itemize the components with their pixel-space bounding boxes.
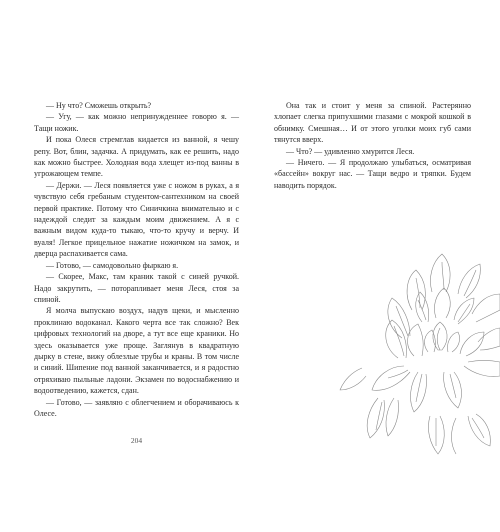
left-page-text [34, 100, 239, 419]
paragraph: — Скорее, Макс, там краник такой с синей ручкой. Надо закрутить, — поторапливает меня Леся, стоя за спиной. [34, 272, 239, 304]
page-number: 204 [130, 436, 143, 445]
paragraph: — Угу, — как можно непринужденнее говорю я. — Тащи ножик. [34, 112, 239, 133]
paragraph: — Готово, — самодовольно фыркаю я. [46, 260, 179, 270]
paragraph: — Готово, — заявляю с облегчением и оборачиваюсь к Олесе. [34, 397, 239, 418]
paragraph: — Ну что? Сможешь открыть? [46, 101, 152, 110]
paragraph: — Держи. — Леся появляется уже с ножом в руках, а я чувствую себя гребаным студентом-сантехником на своей первой практике. Потому что Синичкина внимательно и с надеждой следит за каждым моим движением. А я с важным видом куда-то тыкаю, что-то кручу и верчу. И вуаля! Легкое прицельное нажатие ножичком на замок, и дверца распахивается сама. [34, 180, 239, 259]
dahlia-flower-icon [318, 248, 500, 458]
paragraph: — Ничего. — Я продолжаю улыбаться, осматривая «бассейн» вокруг нас. — Тащи ведро и тряпки. Будем наводить порядок. [274, 158, 471, 190]
paragraph: Она так и стоит у меня за спиной. Растерянно хлопает слегка припухшими глазами с мокрой кошкой в обнимку. Смешная… И от этого уголки моих губ сами тянутся вверх. [274, 101, 471, 145]
right-page-text [274, 100, 471, 191]
paragraph: И пока Олеся стремглав кидается из ванной, я чешу репу. Вот, блин, задачка. А придумать, как ее решить, надо как можно быстрее. Холодная вода хлещет из-под ванны в угрожающем темпе. [34, 135, 239, 179]
paragraph: — Что? — удивленно хмурится Леся. [286, 146, 415, 156]
paragraph: Я молча выпускаю воздух, надув щеки, и мысленно проклинаю водоканал. Какого черта все так сложно? Век цифровых технологий на дворе, а тут все еще краники. Но здесь оказывается уже проще. Заглянув в квадратную дырку в стене, вижу облезлые трубы и краны. В том числе и синий. Шипение под ванной заканчивается, и я радостно отряхиваю пыльные ладони. Экзамен по водоснабжению и водоотведению, кажется, сдан. [34, 306, 239, 396]
